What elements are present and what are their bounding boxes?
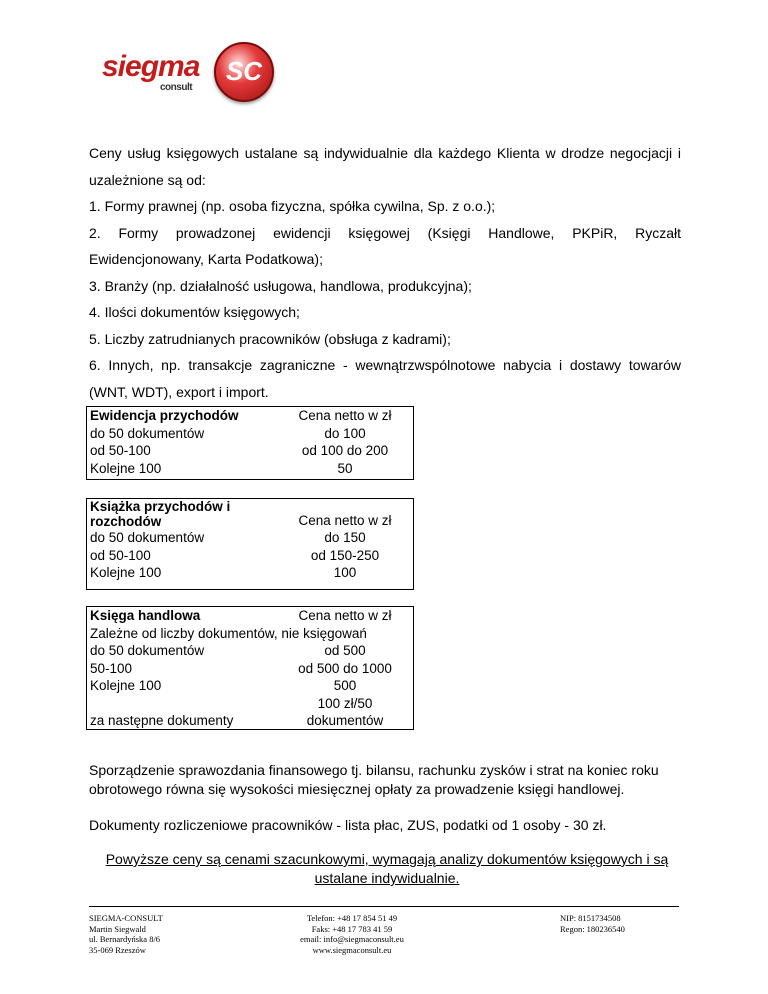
intro-line: Ceny usług księgowych ustalane są indywidualnie dla każdego Klienta w drodze negocjacji i — [89, 145, 681, 161]
table-row — [87, 547, 413, 565]
row-price — [277, 695, 413, 730]
intro-item: 6. Innych, np. transakcje zagraniczne - wewnątrzwspólnotowe nabycia i dostawy towarów — [89, 357, 681, 373]
company-logo — [102, 40, 272, 106]
intro-item: 5. Liczby zatrudnianych pracowników (obsługa z kadrami); — [89, 330, 451, 347]
footer-line: Martin Siegwald — [89, 923, 146, 934]
intro-section — [89, 140, 681, 405]
paragraph-line: Dokumenty rozliczeniowe pracowników - lista płac, ZUS, podatki od 1 osoby - 30 zł. — [89, 817, 607, 833]
row-label: od 50-100 — [90, 443, 151, 458]
note-line: Powyższe ceny są cenami szacunkowymi, wymagają analizy dokumentów księgowych i są — [105, 851, 669, 867]
row-price-line: 100 zł/50 — [317, 695, 373, 711]
footer-line: Faks: +48 17 783 41 59 — [311, 923, 393, 934]
table-row — [87, 499, 413, 529]
price-table-kpir — [87, 499, 413, 582]
row-price: do 100 — [324, 425, 366, 441]
paragraph-line: Sporządzenie sprawozdania finansowego tj. bilansu, rachunku zysków i strat na koniec roku — [89, 762, 659, 778]
table-row — [87, 677, 413, 695]
row-label: Kolejne 100 — [90, 460, 162, 476]
footer-line: NIP: 8151734508 — [560, 913, 621, 923]
row-label: do 50 dokumentów — [90, 425, 205, 441]
footer-tax-ids — [560, 913, 625, 934]
table-header — [87, 499, 277, 529]
row-price: 50 — [337, 460, 353, 476]
paragraph-line: obrotowego równa się wysokości miesięcznej opłaty za prowadzenie księgi handlowej. — [89, 781, 625, 797]
price-table-ewidencja — [87, 407, 413, 477]
logo-badge-text: SC — [225, 56, 263, 86]
table-row — [87, 425, 413, 443]
table-row — [87, 607, 413, 625]
logo-wordmark: siegma — [102, 50, 200, 83]
row-label: Kolejne 100 — [90, 678, 162, 693]
financial-statement-paragraph — [89, 761, 685, 799]
intro-item: Ewidencjonowany, Karta Podatkowa); — [89, 251, 323, 267]
price-table-ksiega-handlowa — [87, 607, 413, 730]
table-row — [87, 529, 413, 547]
price-header: Cena netto w zł — [298, 408, 392, 423]
row-price: do 150 — [324, 530, 366, 545]
table-row — [87, 442, 413, 460]
row-price: od 150-250 — [310, 547, 380, 563]
intro-item: 4. Ilości dokumentów księgowych; — [89, 304, 300, 320]
price-header: Cena netto w zł — [298, 608, 392, 623]
row-label: za następne dokumenty — [90, 713, 234, 728]
row-label: 50-100 — [90, 660, 133, 676]
footer-line: 35-069 Rzeszów — [89, 944, 146, 955]
row-label: do 50 dokumentów — [90, 643, 205, 658]
table-row — [87, 407, 413, 425]
row-price: 500 — [333, 678, 357, 693]
footer-line: ul. Bernardyńska 8/6 — [89, 934, 161, 944]
logo-badge-icon — [214, 42, 274, 102]
row-price: od 500 — [324, 643, 366, 658]
logo-subtitle: consult — [160, 82, 193, 93]
table-header-line: Książka przychodów i — [90, 499, 231, 514]
footer-line: SIEGMA-CONSULT — [89, 913, 163, 923]
footer-website-link[interactable]: www.siegmaconsult.eu — [312, 944, 392, 955]
row-price: od 100 do 200 — [301, 443, 389, 458]
intro-line: uzależnione są od: — [89, 171, 206, 188]
footer-address — [89, 913, 163, 955]
footer-divider — [89, 906, 679, 907]
table-row — [87, 642, 413, 660]
table-header-line: rozchodów — [90, 514, 162, 529]
row-label: Kolejne 100 — [90, 565, 162, 580]
intro-item: (WNT, WDT), export i import. — [89, 383, 269, 400]
row-price: od 500 do 1000 — [298, 660, 392, 676]
intro-item: 2. Formy prowadzonej ewidencji księgowej (Księgi Handlowe, PKPiR, Ryczałt — [89, 224, 681, 241]
table-row — [87, 564, 413, 582]
footer-line: Telefon: +48 17 854 51 49 — [306, 913, 398, 923]
table-row — [87, 660, 413, 678]
row-label: od 50-100 — [90, 547, 151, 563]
price-header: Cena netto w zł — [298, 512, 392, 528]
footer-email[interactable]: email: info@siegmaconsult.eu — [300, 934, 404, 944]
disclaimer-note — [89, 850, 685, 888]
row-price: 100 — [333, 565, 357, 580]
row-price-line: dokumentów — [306, 713, 384, 728]
footer-line: Regon: 180236540 — [560, 923, 625, 934]
table-row — [87, 625, 413, 643]
table-row — [87, 695, 413, 730]
intro-item: 3. Branży (np. działalność usługowa, handlowa, produkcyjna); — [89, 277, 472, 294]
footer-contact — [282, 913, 422, 955]
table-header: Ewidencja przychodów — [90, 408, 239, 423]
intro-item: 1. Formy prawnej (np. osoba fizyczna, spółka cywilna, Sp. z o.o.); — [89, 198, 496, 214]
row-label: do 50 dokumentów — [90, 530, 205, 545]
note-line: ustalane indywidualnie. — [314, 870, 460, 886]
payroll-paragraph — [89, 816, 685, 835]
table-subheader: Zależne od liczby dokumentów, nie księgowań — [90, 625, 367, 641]
table-row — [87, 460, 413, 478]
table-header: Księga handlowa — [90, 608, 201, 623]
